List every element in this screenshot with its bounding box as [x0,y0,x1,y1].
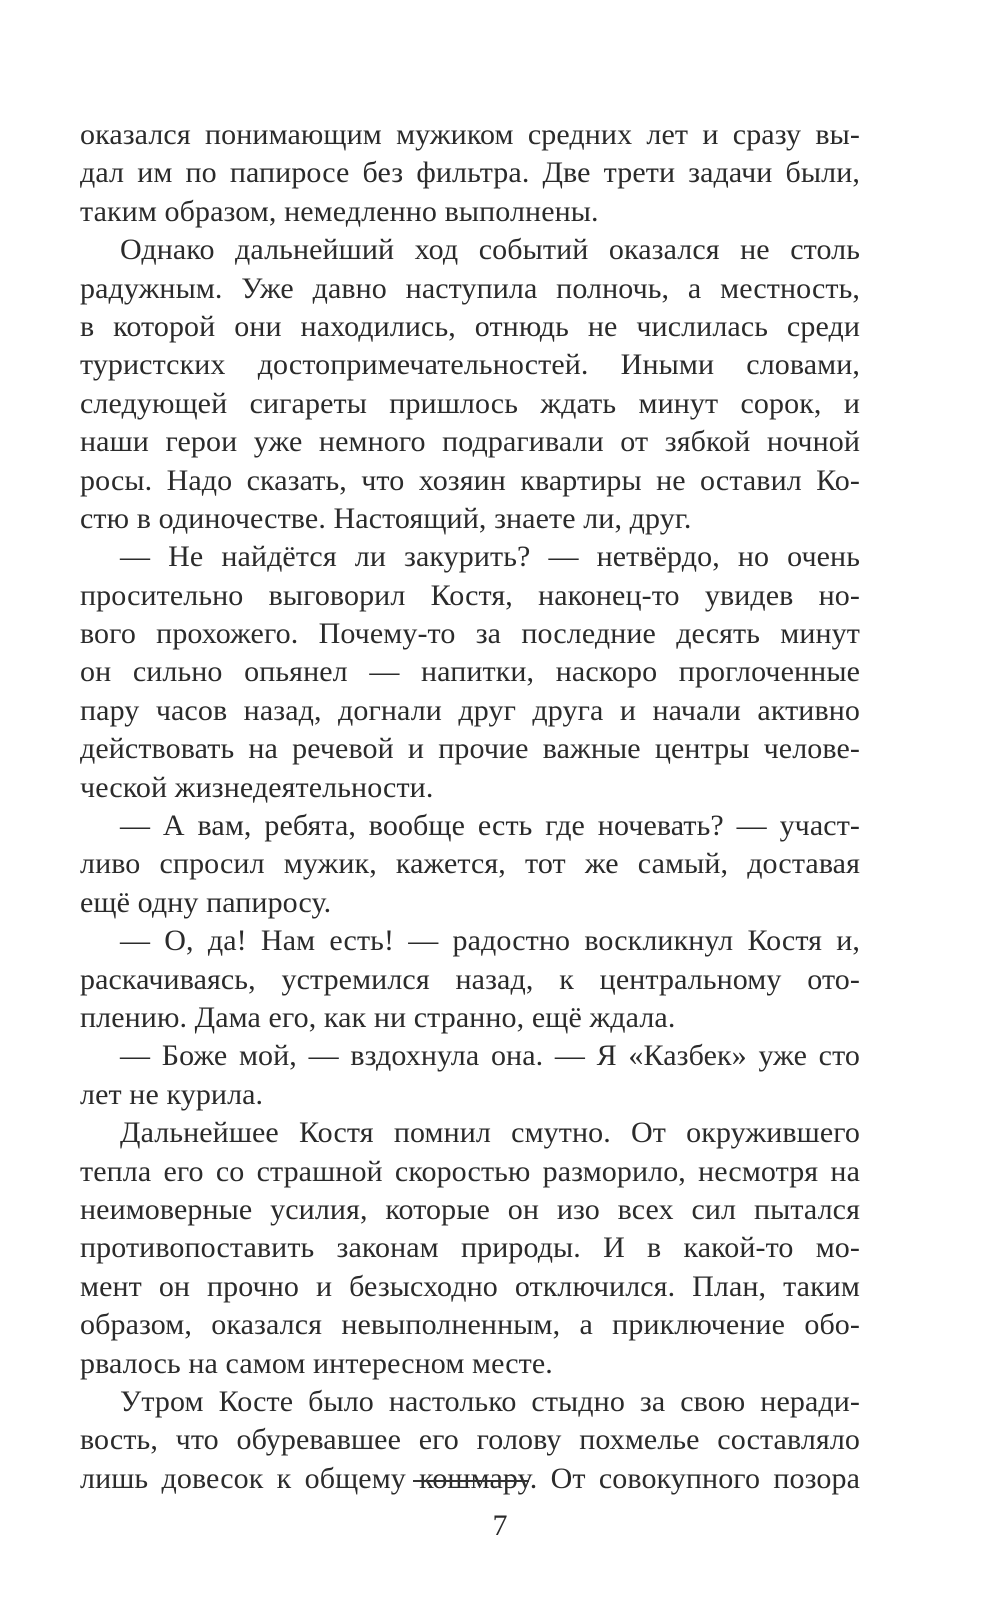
text-line: вость, что обуревавшее его голову похмелье составляло [80,1423,860,1457]
text-line: образом, оказался невыполненным, а приключение обо- [80,1308,860,1342]
text-line: плению. Дама его, как ни странно, ещё ждала. [80,1000,676,1034]
text-line: ещё одну папиросу. [80,885,332,919]
text-line: ливо спросил мужик, кажется, тот же самый, доставая [80,847,860,881]
text-line: — А вам, ребята, вообще есть где ночевать? — участ- [120,809,860,843]
body-text [80,116,860,1498]
text-line: Однако дальнейший ход событий оказался не столь [120,233,860,267]
text-line: в которой они находились, отнюдь не числилась среди [80,309,860,343]
footer-rule [413,1480,529,1482]
text-line: следующей сигареты пришлось ждать минут сорок, и [80,386,860,420]
text-line: мент он прочно и безысходно отключился. План, таким [80,1269,860,1303]
text-line: лишь довесок к общему кошмару. От совокупного позора [80,1461,860,1495]
text-line: Дальнейшее Костя помнил смутно. От окружившего [120,1116,860,1150]
text-line: стю в одиночестве. Настоящий, знаете ли, друг. [80,501,692,535]
text-line: просительно выговорил Костя, наконец-то увидев но- [80,578,860,612]
text-line: вого прохожего. Почему-то за последние десять минут [80,617,860,651]
text-line: — Не найдётся ли закурить? — нетвёрдо, но очень [120,540,860,574]
text-line: тепла его со страшной скоростью разморило, несмотря на [80,1154,860,1188]
text-line: лет не курила. [80,1077,264,1111]
text-line: наши герои уже немного подрагивали от зябкой ночной [80,425,860,459]
text-line: таким образом, немедленно выполнены. [80,194,599,228]
text-line: раскачиваясь, устремился назад, к центральному ото- [80,962,860,996]
text-line: — О, да! Нам есть! — радостно воскликнул Костя и, [120,924,860,958]
text-line: неимоверные усилия, которые он изо всех сил пытался [80,1192,860,1226]
text-line: ческой жизнедеятельности. [80,770,434,804]
text-line: радужным. Уже давно наступила полночь, а местность, [80,271,860,305]
text-line: — Боже мой, — вздохнула она. — Я «Казбек» уже сто [120,1039,860,1073]
text-line: рвалось на самом интересном месте. [80,1346,553,1380]
text-line: оказался понимающим мужиком средних лет и сразу вы- [80,118,860,151]
text-line: туристских достопримечательностей. Иными словами, [80,348,860,382]
page-number: 7 [492,1509,508,1542]
text-line: Утром Косте было настолько стыдно за свою неради- [120,1384,860,1418]
text-line: действовать на речевой и прочие важные центры челове- [80,732,860,766]
text-line: росы. Надо сказать, что хозяин квартиры не оставил Ко- [80,463,860,497]
text-line: пару часов назад, догнали друг друга и начали активно [80,693,860,727]
text-line: он сильно опьянел — напитки, наскоро проглоченные [80,655,860,689]
text-line: противопоставить законам природы. И в какой-то мо- [80,1231,860,1265]
text-line: дал им по папиросе без фильтра. Две трети задачи были, [80,156,860,190]
